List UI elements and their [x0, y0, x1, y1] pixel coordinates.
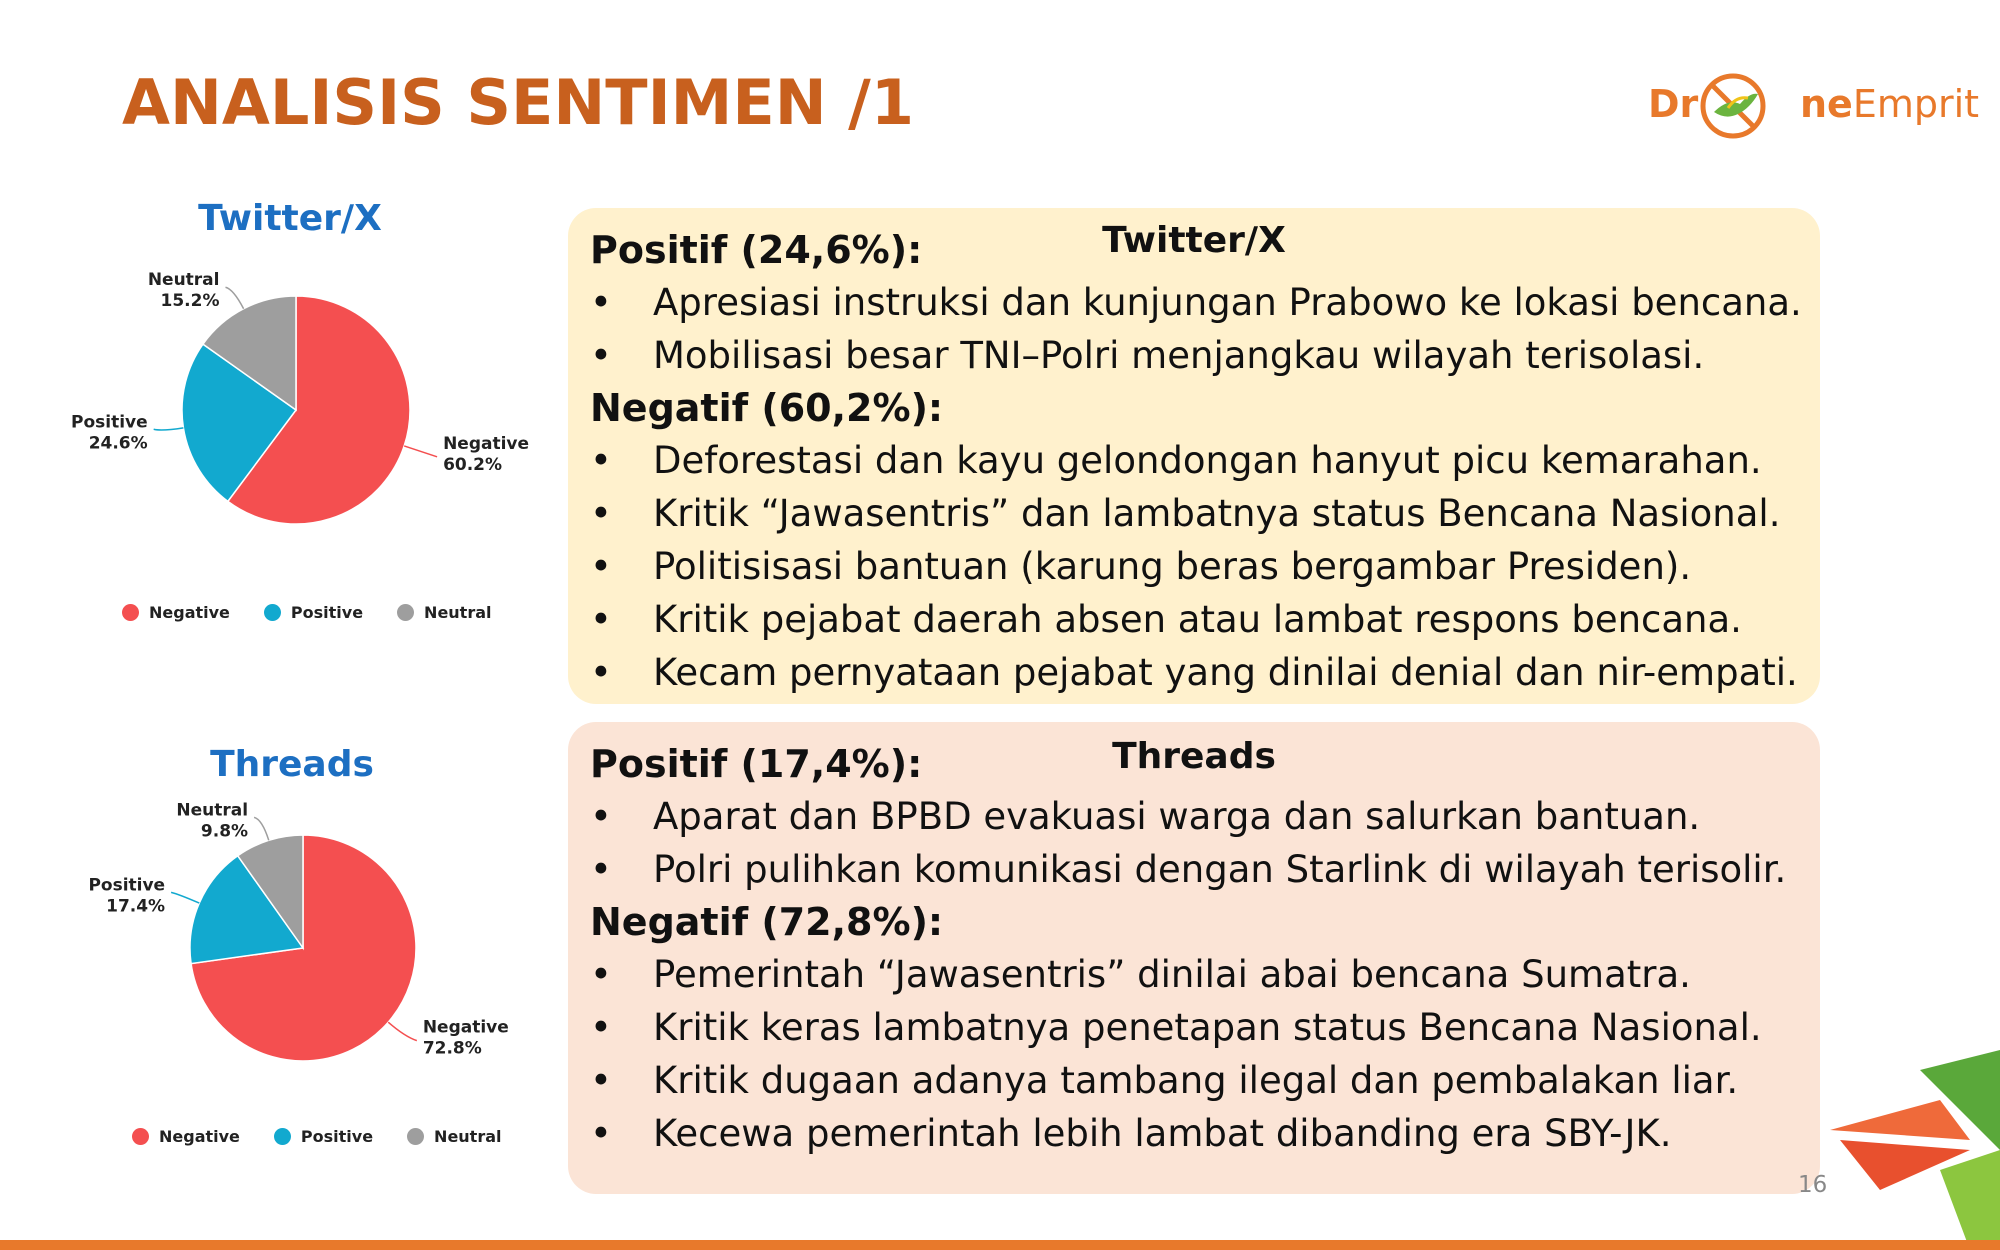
positive-points-list: [590, 276, 1802, 382]
twitter-pie-chart: [40, 230, 560, 590]
negative-points-list: [590, 948, 1798, 1160]
legend-dot-neutral: [407, 1128, 424, 1145]
legend-label: Positive: [300, 1127, 374, 1146]
logo-text-emprit: neEmprit: [1800, 82, 1980, 126]
list-item: • Deforestasi dan kayu gelondongan hanyut picu kemarahan.: [590, 439, 1762, 482]
list-item: • Mobilisasi besar TNI–Polri menjangkau wilayah terisolasi.: [590, 334, 1705, 377]
negative-points-list: [590, 434, 1798, 699]
legend-item-negative: [132, 1127, 240, 1146]
pie-connector-neutral: [225, 287, 243, 309]
legend-item-neutral: [407, 1127, 501, 1146]
legend-dot-neutral: [397, 604, 414, 621]
pie-value-positive: 24.6%: [88, 433, 148, 454]
list-item: • Apresiasi instruksi dan kunjungan Prabowo ke lokasi bencana.: [590, 281, 1802, 324]
threads-chart-legend: [132, 1127, 502, 1146]
list-item: • Pemerintah “Jawasentris” dinilai abai bencana Sumatra.: [590, 953, 1691, 996]
legend-label: Neutral: [424, 603, 492, 622]
panel-platform-label: Twitter/X: [1102, 220, 1286, 261]
legend-item-positive: [264, 603, 363, 622]
pie-label-neutral: Neutral: [176, 800, 249, 821]
twitter-sentiment-panel: [568, 208, 1820, 704]
slide-title: ANALISIS SENTIMEN /1: [122, 66, 914, 139]
pie-connector-neutral: [254, 817, 269, 840]
page-number: 16: [1798, 1172, 1828, 1198]
threads-pie-chart: [40, 790, 560, 1150]
positive-points-list: [590, 790, 1798, 896]
list-item: • Kritik dugaan adanya tambang ilegal dan pembalakan liar.: [590, 1059, 1739, 1102]
pie-connector-negative: [388, 1022, 417, 1040]
legend-label: Neutral: [434, 1127, 502, 1146]
list-item: • Kecewa pemerintah lebih lambat dibanding era SBY-JK.: [590, 1112, 1672, 1155]
legend-dot-positive: [264, 604, 281, 621]
list-item: • Polri pulihkan komunikasi dengan Starlink di wilayah terisolir.: [590, 848, 1787, 891]
pie-label-positive: Positive: [88, 875, 166, 896]
pie-label-neutral: Neutral: [147, 270, 220, 291]
legend-item-positive: [274, 1127, 373, 1146]
pie-connector-negative: [404, 446, 437, 457]
list-item: • Kecam pernyataan pejabat yang dinilai denial dan nir-empati.: [590, 651, 1798, 694]
corner-decoration: [1820, 1040, 2000, 1250]
logo-text-dr: Dr: [1648, 82, 1699, 126]
threads-sentiment-panel: [568, 722, 1820, 1194]
panel-platform-label: Threads: [1112, 736, 1276, 777]
pie-value-neutral: 15.2%: [160, 291, 220, 312]
legend-label: Negative: [149, 603, 230, 622]
positive-heading: Positif (17,4%):: [590, 742, 923, 786]
pie-label-negative: Negative: [422, 1017, 509, 1038]
pie-label-positive: Positive: [71, 412, 148, 433]
pie-connector-positive: [171, 892, 199, 903]
pie-label-negative: Negative: [443, 433, 530, 454]
negative-heading: Negatif (72,8%):: [590, 900, 944, 944]
list-item: • Kritik “Jawasentris” dan lambatnya status Bencana Nasional.: [590, 492, 1781, 535]
negative-heading: Negatif (60,2%):: [590, 386, 944, 430]
legend-dot-positive: [274, 1128, 291, 1145]
chart-title-threads: Threads: [210, 744, 374, 785]
bottom-accent-bar: [0, 1240, 2000, 1250]
legend-dot-negative: [122, 604, 139, 621]
pie-value-positive: 17.4%: [106, 896, 166, 917]
pie-connector-positive: [154, 428, 184, 430]
pie-value-negative: 72.8%: [422, 1038, 482, 1059]
legend-item-neutral: [397, 603, 491, 622]
pie-value-negative: 60.2%: [443, 454, 503, 475]
list-item: • Kritik pejabat daerah absen atau lambat respons bencana.: [590, 598, 1742, 641]
list-item: • Politisisasi bantuan (karung beras bergambar Presiden).: [590, 545, 1692, 588]
legend-item-negative: [122, 603, 230, 622]
twitter-chart-legend: [122, 603, 492, 622]
drone-emprit-logo: [1648, 68, 1980, 144]
list-item: • Aparat dan BPBD evakuasi warga dan salurkan bantuan.: [590, 795, 1701, 838]
legend-label: Negative: [159, 1127, 240, 1146]
chart-title-twitter: Twitter/X: [198, 198, 382, 239]
drone-bird-icon: [1698, 68, 1768, 144]
legend-dot-negative: [132, 1128, 149, 1145]
list-item: • Kritik keras lambatnya penetapan status Bencana Nasional.: [590, 1006, 1762, 1049]
legend-label: Positive: [290, 603, 364, 622]
pie-value-neutral: 9.8%: [200, 821, 249, 842]
positive-heading: Positif (24,6%):: [590, 228, 923, 272]
